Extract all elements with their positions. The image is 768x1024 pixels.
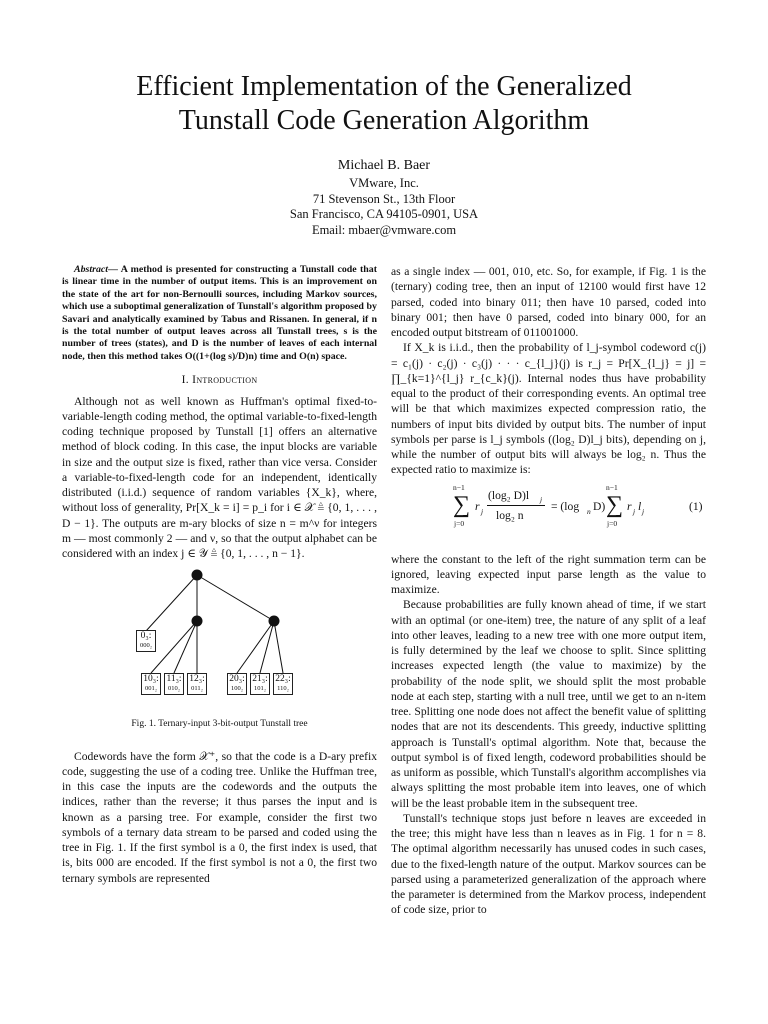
figure-caption: Fig. 1. Ternary-input 3-bit-output Tunstall tree xyxy=(131,719,308,730)
tree-leaf: 21₃: 101₂ xyxy=(250,673,270,695)
paragraph: where the constant to the left of the right summation term can be ignored, leaving expected input parse length as the value to maximize. xyxy=(391,552,706,596)
equation-1 xyxy=(391,484,706,546)
fraction-denominator: log₂ n xyxy=(496,508,524,522)
abstract-text: — A method is presented for constructing a Tunstall code that is linear time in the number of output items. This is an improvement on the state of the art for non-Bernoulli sources, including Markov sources, which use a suboptimal generalization of Tunstall's algorithm proposed by Savari and analytically examined by Tabus and Rissanen. In general, if n is the total number of output leaves across all Tunstall trees, s is the number of trees (states), and D is the number of leaves of each internal node, then this method takes O((1+(log s)/D)n) time and O(n) space. xyxy=(62,264,377,362)
lhs-sub: j xyxy=(481,506,484,516)
rhs-r: r xyxy=(627,499,632,513)
numerator-sub: j xyxy=(540,494,543,504)
tree-diagram xyxy=(62,569,377,713)
log-argument: D) xyxy=(593,499,606,513)
sum-lower-limit: j=0 xyxy=(454,518,465,528)
email: Email: mbaer@vmware.com xyxy=(311,222,457,237)
paragraph: If X_k is i.i.d., then the probability of l_j-symbol codeword c(j) = c₁(j) · c₂(j) · c₃(j) · · · c_{l_j}(j) is r_j = Pr[X_{l_j} = j] = ∏_{k=1}^{l_j} r_{c_k}(j). Internal nodes thus have probability equal to the product of their corresponding events. An optimal tree will be that which maximizes expected compression ratio, the numbers of input bits divided by output bits. The number of input symbols per parse is l_j symbols ((log₂ D)l_j bits), depending on j, while the number of output bits will always be log₂ n. Thus the expected ratio to maximize is: xyxy=(391,341,706,477)
address-line-2: San Francisco, CA 94105-0901, USA xyxy=(289,207,479,221)
affiliation: VMware, Inc. xyxy=(349,176,419,190)
fraction-numerator: (log₂ D)l xyxy=(488,488,530,502)
abstract-label: Abstract xyxy=(74,264,109,275)
equation-number: (1) xyxy=(689,499,703,513)
tree-leaf: 22₃: 110₂ xyxy=(273,673,293,695)
title-line-1: Efficient Implementation of the Generalized xyxy=(136,71,632,102)
tree-leaf: 11₃: 010₂ xyxy=(164,673,184,695)
paragraph: Codewords have the form 𝒳⁺, so that the code is a D-ary prefix code, suggesting the use of a coding tree. Unlike the Huffman tree, in this case the inputs are the codewords and the outputs the indices, rather than the reverse; it thus parses the input and is known as a parsing tree. For example, consider the first two symbols of a ternary data stream to be parsed and coded using the tree in Fig. 1. If the first symbol is a 0, the first index is used, that is, bits 000 are encoded. If the first symbol is not a 0, the first two ternary symbols are represented xyxy=(62,749,377,885)
sum-upper-limit: n−1 xyxy=(606,482,618,492)
rhs-r-sub: j xyxy=(633,506,636,516)
figure-1 xyxy=(62,569,377,713)
paragraph: Tunstall's technique stops just before n leaves are exceeded in the tree; this might have less than n leaves as in Fig. 1 for n = 8. The optimal algorithm necessarily has unused codes in such cases, due to the fixed-length nature of the output. Markov sources can be parsed using a parameterized generalization of the approach where the parameter is determined from the Markov process, independent of code size, prior to xyxy=(391,811,706,917)
tree-leaf: 10₃: 001₂ xyxy=(141,673,161,695)
internal-node xyxy=(192,616,203,627)
author-name: Michael B. Baer xyxy=(337,158,431,173)
sum-sign: ∑ xyxy=(453,491,471,518)
right-column xyxy=(391,264,706,918)
rhs-l: l xyxy=(638,499,642,513)
paragraph: Because probabilities are fully known ahead of time, if we start with an optimal (or one-item) tree, the nature of any split of a leaf into other leaves, leading to a new tree with one more output item, is fully determined by the leaf we choose to split. Since splitting increases expected length (the value to maximize) by the probability of the node split, we should split the most probable node at each step, starting with a null tree, until we get to an n-item tree. Splitting one node does not affect the benefit value of splitting nodes that are not its descendents. This greedy, inductive splitting approach is Tunstall's optimal algorithm. Note that, because the output symbol is of fixed length, codeword probabilities should be as uniform as possible, which Tunstall's algorithm accomplishes via always splitting the most probable item into leaves, one of which will be the least probable item in the subsequent tree. xyxy=(391,598,706,810)
log-base: n xyxy=(587,506,591,516)
section-numeral: I. xyxy=(181,373,189,387)
tree-leaf: 0₃: 000₂ xyxy=(136,630,156,652)
paper-title xyxy=(0,70,768,138)
left-column xyxy=(62,264,377,886)
address-line-1: 71 Stevenson St., 13th Floor xyxy=(312,191,456,206)
tree-leaf: 12₃: 011₂ xyxy=(187,673,207,695)
tree-leaf: 20₃: 100₂ xyxy=(227,673,247,695)
root-node xyxy=(192,570,203,581)
lhs-r: r xyxy=(475,499,480,513)
paragraph: as a single index — 001, 010, etc. So, for example, if Fig. 1 is the (ternary) coding tree, then an input of 12100 would first have 12 parsed, coded into binary 011; then have 10 parsed, coded into binary 001; then have 0 parsed, coded into binary 000, for an encoded output bitstream of 011001000. xyxy=(391,265,706,339)
title-line-2: Tunstall Code Generation Algorithm xyxy=(178,105,590,136)
sum-lower-limit: j=0 xyxy=(607,518,618,528)
section-heading xyxy=(62,372,377,387)
equals-log: = (log xyxy=(551,499,580,513)
paragraph: Although not as well known as Huffman's optimal fixed-to-variable-length coding method, the optimal variable-to-fixed-length coding technique proposed by Tunstall [1] offers an alternative method of block coding. In this case, the input blocks are variable in size and the output size is fixed, rather than vice versa. Consider a variable-to-fixed-length code for an independent, identically distributed (i.i.d.) sequence of random variables {X_k}, where, without loss of generality, Pr[X_k = i] = p_i for i ∈ 𝒳 ≜ {0, 1, . . . , D − 1}. The outputs are m-ary blocks of size n = m^ν for integers m — most commonly 2 — and ν, so that the output alphabet can be considered with an index j ∈ 𝒴 ≜ {0, 1, . . . , n − 1}. xyxy=(62,394,377,560)
internal-node xyxy=(269,616,280,627)
author-block xyxy=(0,157,768,238)
fraction-bar xyxy=(487,505,545,506)
section-title: Introduction xyxy=(192,373,258,387)
sum-sign: ∑ xyxy=(606,491,624,518)
sum-upper-limit: n−1 xyxy=(453,482,465,492)
rhs-l-sub: j xyxy=(642,506,645,516)
abstract xyxy=(62,264,377,363)
